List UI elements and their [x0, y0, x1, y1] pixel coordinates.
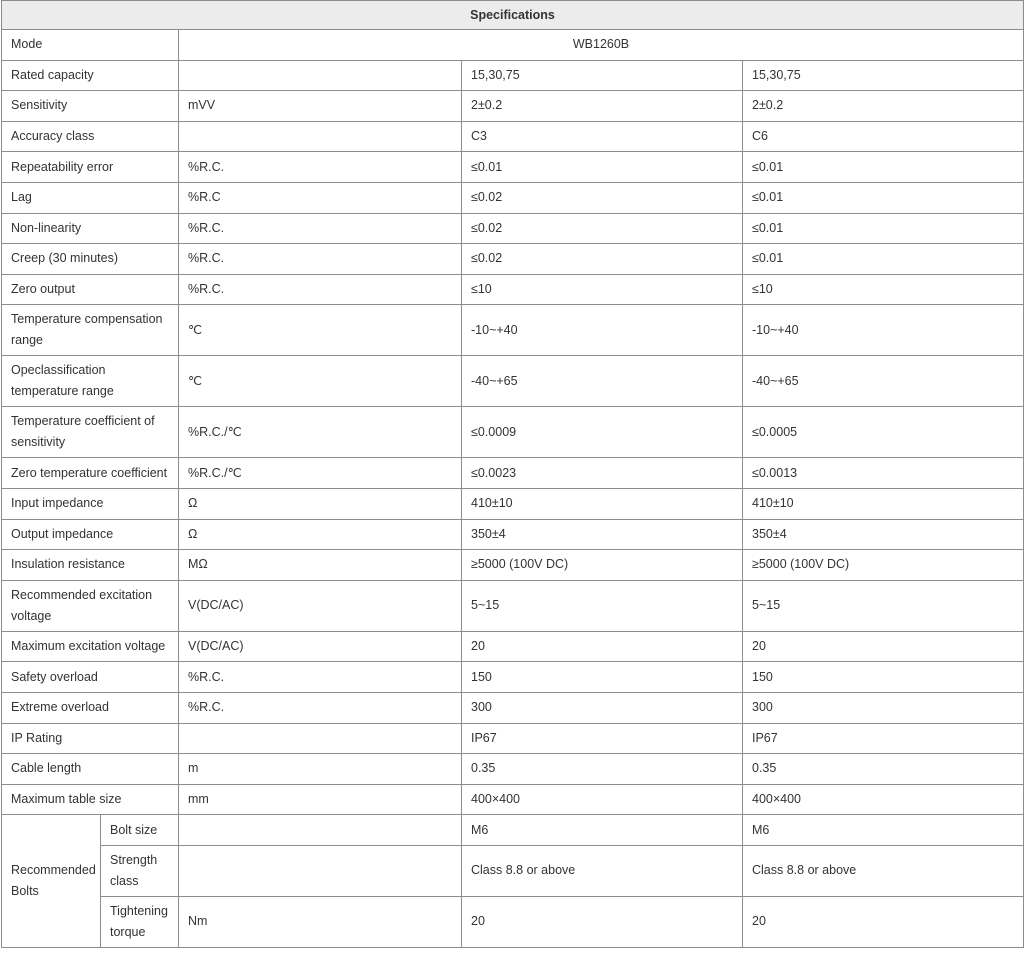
spec-value-2: ≤10	[743, 274, 1024, 305]
table-row	[2, 121, 1024, 152]
spec-unit: %R.C.	[179, 692, 462, 723]
spec-value-2: ≤0.0013	[743, 458, 1024, 489]
mode-row	[2, 30, 1024, 61]
table-row	[2, 213, 1024, 244]
spec-value-2: 300	[743, 692, 1024, 723]
spec-value-1: 2±0.2	[462, 91, 743, 122]
spec-unit: V(DC/AC)	[179, 631, 462, 662]
spec-value-1: 400×400	[462, 784, 743, 815]
spec-value-1: -40~+65	[462, 356, 743, 407]
specifications-table	[1, 0, 1024, 948]
spec-value-2: C6	[743, 121, 1024, 152]
spec-name: Lag	[2, 182, 179, 213]
bolts-row	[2, 815, 1024, 846]
bolts-group-label: Recommended Bolts	[2, 815, 101, 948]
spec-value-1: ≤0.0023	[462, 458, 743, 489]
bolt-spec-value-1: Class 8.8 or above	[462, 845, 743, 896]
bolts-row	[2, 896, 1024, 947]
spec-name: Zero temperature coefficient	[2, 458, 179, 489]
spec-value-2: 5~15	[743, 580, 1024, 631]
spec-name: Repeatability error	[2, 152, 179, 183]
spec-value-1: C3	[462, 121, 743, 152]
spec-value-2: 0.35	[743, 754, 1024, 785]
spec-value-1: -10~+40	[462, 305, 743, 356]
spec-value-2: IP67	[743, 723, 1024, 754]
spec-unit	[179, 60, 462, 91]
bolts-row	[2, 845, 1024, 896]
spec-unit: %R.C.	[179, 662, 462, 693]
spec-name: Cable length	[2, 754, 179, 785]
title-row	[2, 1, 1024, 30]
spec-unit: Ω	[179, 519, 462, 550]
spec-unit: %R.C./℃	[179, 407, 462, 458]
spec-value-2: ≥5000 (100V DC)	[743, 550, 1024, 581]
table-row	[2, 305, 1024, 356]
spec-name: Accuracy class	[2, 121, 179, 152]
spec-unit	[179, 723, 462, 754]
spec-name: Opeclassification temperature range	[2, 356, 179, 407]
spec-value-2: 400×400	[743, 784, 1024, 815]
table-row	[2, 692, 1024, 723]
spec-unit: %R.C.	[179, 213, 462, 244]
table-row	[2, 152, 1024, 183]
spec-name: Maximum table size	[2, 784, 179, 815]
spec-value-1: ≥5000 (100V DC)	[462, 550, 743, 581]
table-row	[2, 550, 1024, 581]
spec-value-1: 5~15	[462, 580, 743, 631]
table-row	[2, 274, 1024, 305]
spec-name: Maximum excitation voltage	[2, 631, 179, 662]
spec-value-2: ≤0.0005	[743, 407, 1024, 458]
table-row	[2, 784, 1024, 815]
spec-value-1: 350±4	[462, 519, 743, 550]
spec-name: Rated capacity	[2, 60, 179, 91]
bolt-spec-value-1: 20	[462, 896, 743, 947]
bolt-spec-value-2: M6	[743, 815, 1024, 846]
table-row	[2, 519, 1024, 550]
spec-name: Creep (30 minutes)	[2, 244, 179, 275]
spec-unit: %R.C./℃	[179, 458, 462, 489]
spec-name: Extreme overload	[2, 692, 179, 723]
spec-unit	[179, 121, 462, 152]
spec-value-2: 20	[743, 631, 1024, 662]
bolt-spec-name: Bolt size	[101, 815, 179, 846]
table-row	[2, 488, 1024, 519]
spec-unit: mVV	[179, 91, 462, 122]
table-row	[2, 244, 1024, 275]
bolt-spec-name: Tightening torque	[101, 896, 179, 947]
spec-value-1: 150	[462, 662, 743, 693]
spec-value-1: ≤10	[462, 274, 743, 305]
spec-unit: V(DC/AC)	[179, 580, 462, 631]
spec-value-2: 15,30,75	[743, 60, 1024, 91]
spec-value-1: ≤0.02	[462, 244, 743, 275]
spec-value-2: ≤0.01	[743, 152, 1024, 183]
spec-name: Insulation resistance	[2, 550, 179, 581]
spec-unit: %R.C.	[179, 152, 462, 183]
spec-value-2: ≤0.01	[743, 244, 1024, 275]
table-row	[2, 580, 1024, 631]
spec-unit: ℃	[179, 356, 462, 407]
spec-unit: Ω	[179, 488, 462, 519]
spec-unit: %R.C.	[179, 244, 462, 275]
table-row	[2, 407, 1024, 458]
spec-value-1: 15,30,75	[462, 60, 743, 91]
spec-value-2: ≤0.01	[743, 213, 1024, 244]
table-row	[2, 356, 1024, 407]
spec-value-1: ≤0.01	[462, 152, 743, 183]
table-row	[2, 458, 1024, 489]
spec-name: Recommended excitation voltage	[2, 580, 179, 631]
spec-value-1: ≤0.02	[462, 213, 743, 244]
spec-name: IP Rating	[2, 723, 179, 754]
mode-label: Mode	[2, 30, 179, 61]
table-row	[2, 91, 1024, 122]
spec-value-1: ≤0.02	[462, 182, 743, 213]
spec-unit: MΩ	[179, 550, 462, 581]
spec-value-2: ≤0.01	[743, 182, 1024, 213]
spec-unit: ℃	[179, 305, 462, 356]
spec-value-1: ≤0.0009	[462, 407, 743, 458]
table-title: Specifications	[2, 1, 1024, 30]
table-row	[2, 754, 1024, 785]
spec-name: Output impedance	[2, 519, 179, 550]
bolt-spec-value-1: M6	[462, 815, 743, 846]
spec-value-2: -40~+65	[743, 356, 1024, 407]
spec-unit: mm	[179, 784, 462, 815]
bolt-spec-unit	[179, 845, 462, 896]
mode-value: WB1260B	[179, 30, 1024, 61]
spec-value-1: IP67	[462, 723, 743, 754]
spec-name: Sensitivity	[2, 91, 179, 122]
spec-value-2: 150	[743, 662, 1024, 693]
spec-value-2: 410±10	[743, 488, 1024, 519]
spec-value-1: 0.35	[462, 754, 743, 785]
bolt-spec-value-2: Class 8.8 or above	[743, 845, 1024, 896]
bolt-spec-name: Strength class	[101, 845, 179, 896]
spec-unit: %R.C	[179, 182, 462, 213]
spec-unit: %R.C.	[179, 274, 462, 305]
spec-name: Temperature compensation range	[2, 305, 179, 356]
spec-value-2: 350±4	[743, 519, 1024, 550]
spec-value-1: 410±10	[462, 488, 743, 519]
bolt-spec-unit: Nm	[179, 896, 462, 947]
table-row	[2, 631, 1024, 662]
table-row	[2, 662, 1024, 693]
table-row	[2, 723, 1024, 754]
spec-name: Zero output	[2, 274, 179, 305]
bolt-spec-unit	[179, 815, 462, 846]
bolt-spec-value-2: 20	[743, 896, 1024, 947]
spec-name: Safety overload	[2, 662, 179, 693]
spec-name: Non-linearity	[2, 213, 179, 244]
spec-value-2: -10~+40	[743, 305, 1024, 356]
table-row	[2, 60, 1024, 91]
spec-value-2: 2±0.2	[743, 91, 1024, 122]
spec-value-1: 300	[462, 692, 743, 723]
spec-value-1: 20	[462, 631, 743, 662]
table-row	[2, 182, 1024, 213]
spec-name: Temperature coefficient of sensitivity	[2, 407, 179, 458]
spec-name: Input impedance	[2, 488, 179, 519]
spec-unit: m	[179, 754, 462, 785]
